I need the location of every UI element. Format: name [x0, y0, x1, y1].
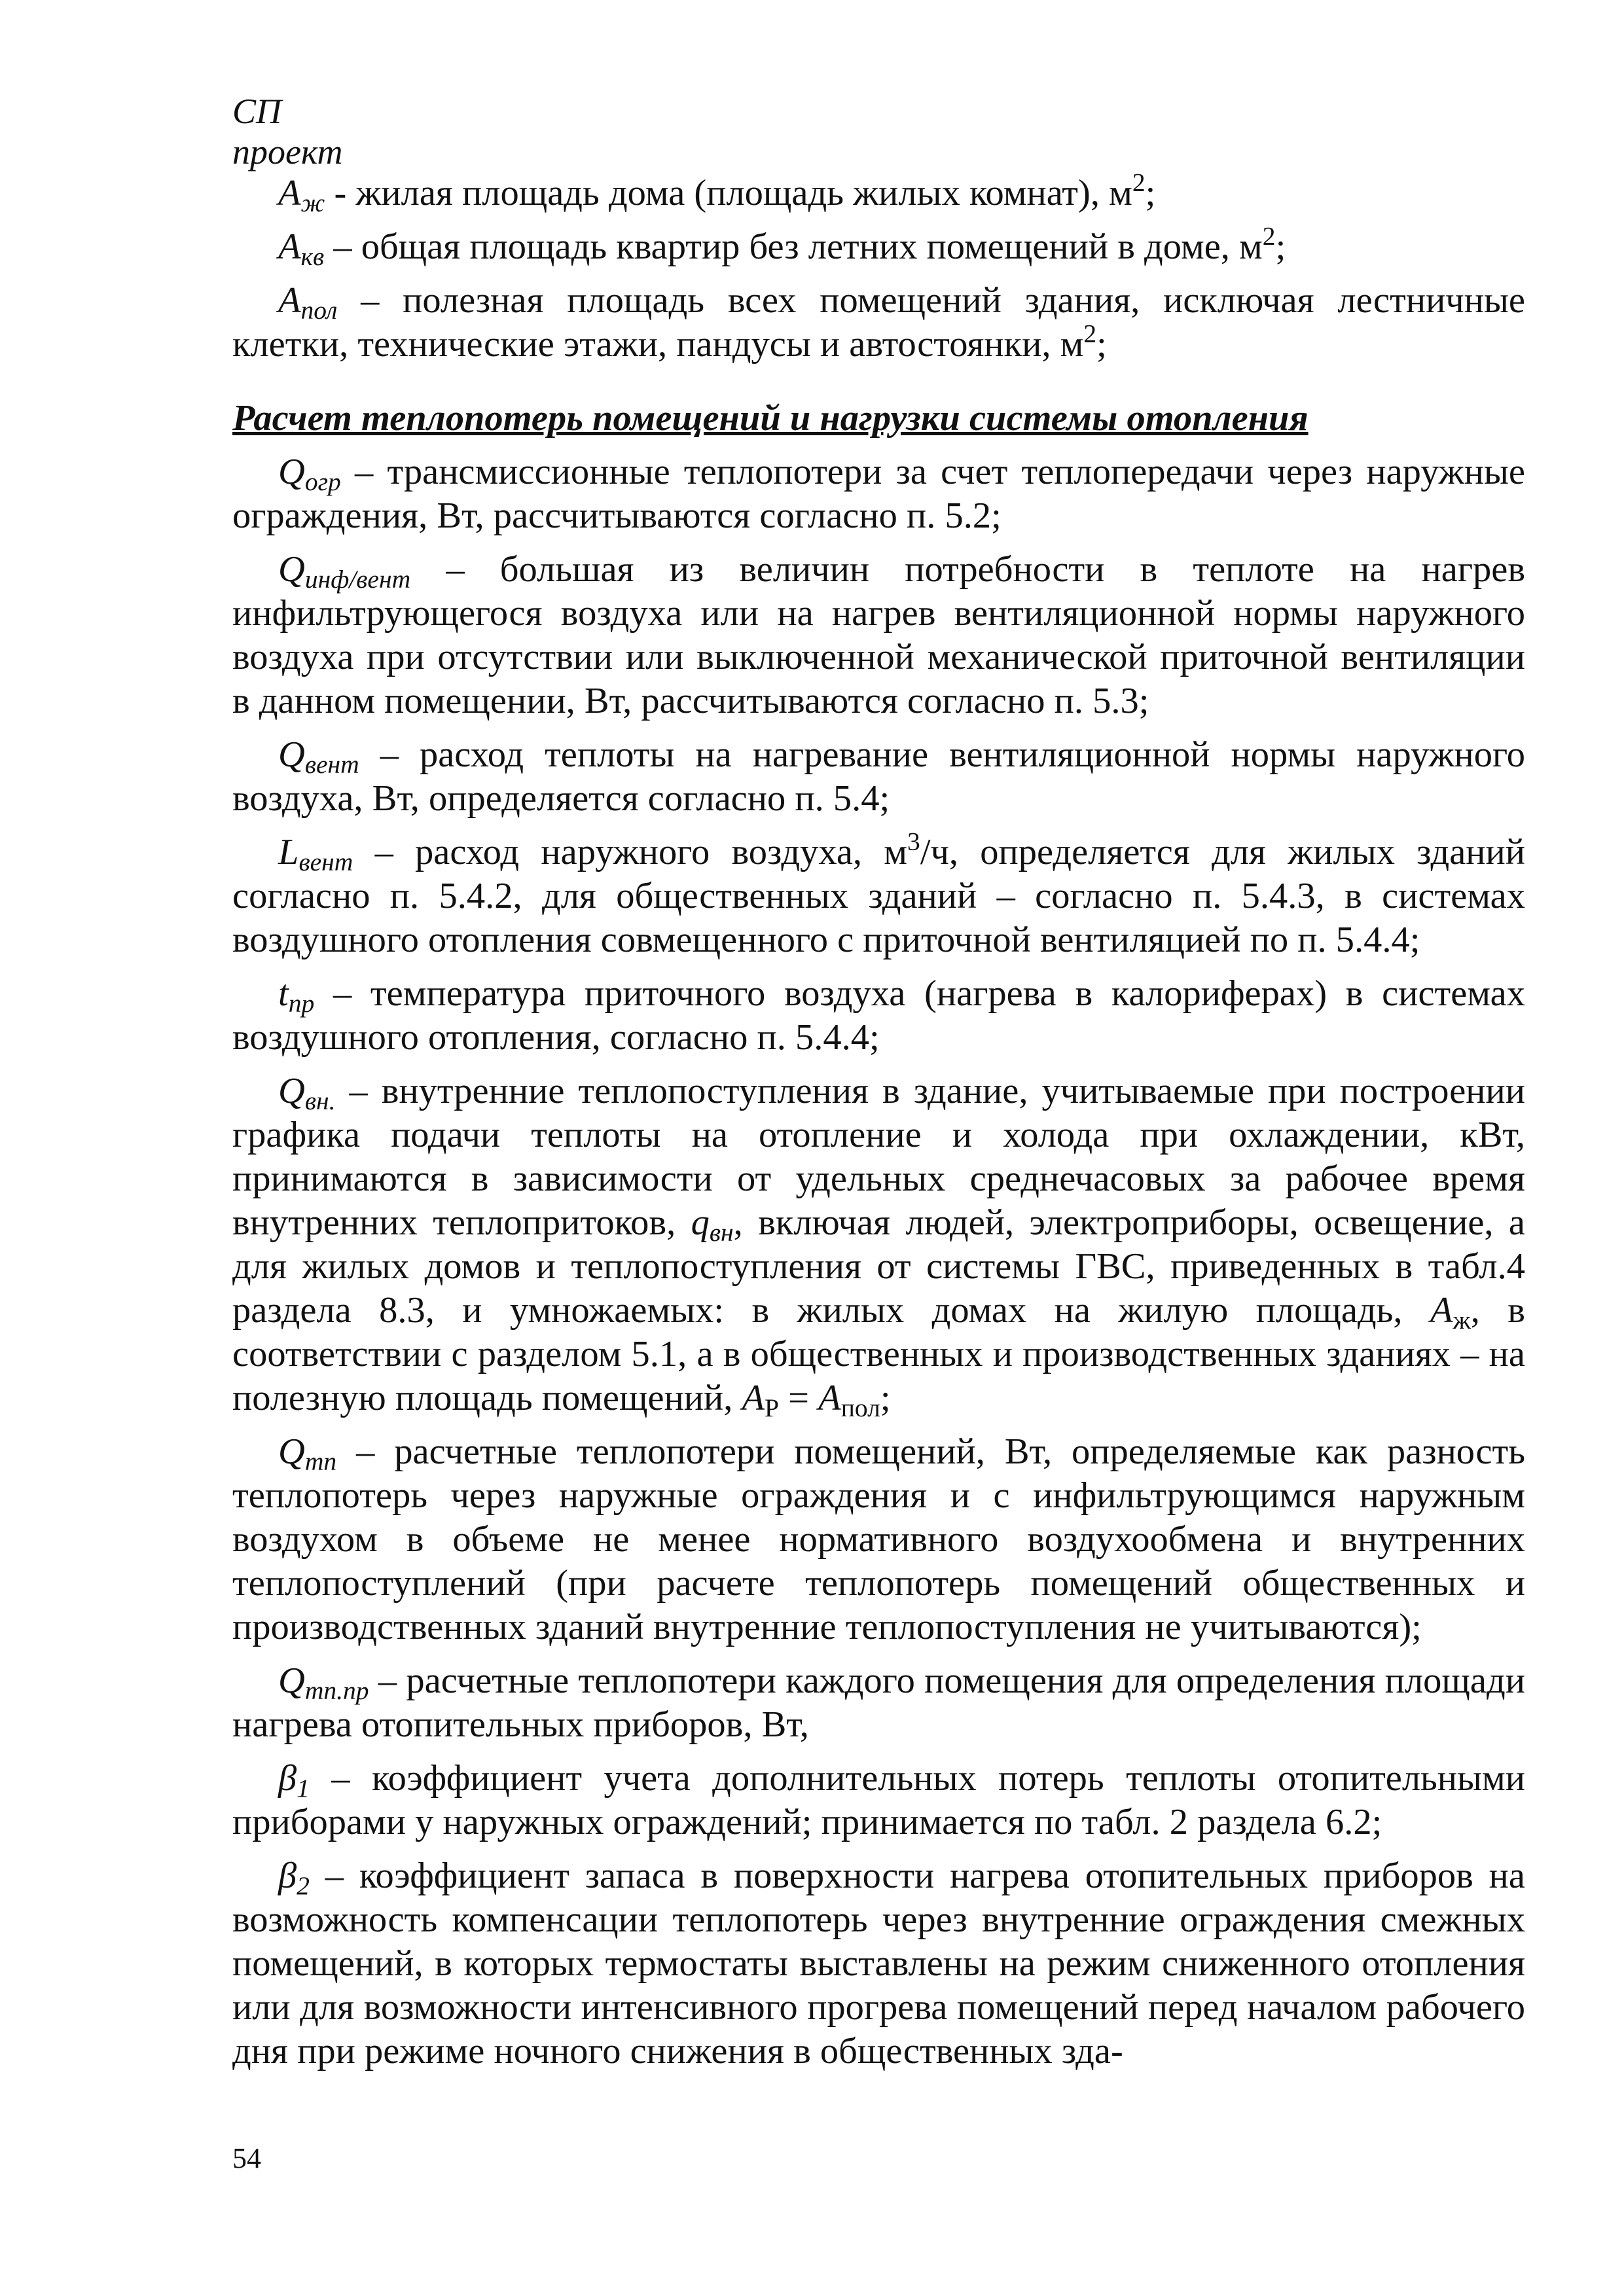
section-heading: Расчет теплопотерь помещений и нагрузки системы отопления — [232, 398, 1308, 439]
item-q-inf-vent: $Q_{инф/вент}$ – большая из величин потребности в теплоте на нагрев инфильтрующегося воздуха или на нагрев вентиляционной нормы наружного воздуха при отсутствии или выключенной механической приточной вентиляции в данном помещении, Вт, рассчитываются согласно п. 5.3; — [232, 549, 1525, 721]
header-status: проект — [232, 132, 343, 171]
item-l-vent: $L_{вент}$ – расход наружного воздуха, $м^3/ч$, определяется для жилых зданий согласно п. 5.4.2, для общественных зданий – согласно п. 5.4.3, в системах воздушного отопления совмещенного с приточной вентиляцией по п. 5.4.4; — [232, 827, 1525, 960]
item-q-vn: $Q_{вн.}$ – внутренние теплопоступления в здание, учитываемые при построении графика подачи теплоты на отопление и холода при охлаждении, кВт, принимаются в зависимости от удельных среднечасовых за рабочее время внутренних теплопритоков, $q_{вн}$, включая людей, электроприборы, освещение, а для жилых домов и теплопоступления от системы ГВС, приведенных в табл.4 раздела 8.3, и умножаемых: в жилых домах на жилую площадь, $A_ж$, в соответствии с разделом 5.1, а в общественных и производственных зданиях – на полезную площадь помещений, $A_Р = A_{пол}$; — [232, 1071, 1525, 1422]
item-beta-1: $\beta_1$ – коэффициент учета дополнительных потерь теплоты отопительными приборами у наружных ограждений; принимается по табл. 2 раздела 6.2; — [232, 1758, 1525, 1842]
page-content — [232, 168, 1525, 2083]
item-t-pr: $t_{пр}$ – температура приточного воздуха (нагрева в калориферах) в системах воздушного отопления, согласно п. 5.4.4; — [232, 973, 1525, 1058]
item-q-tp-pr: $Q_{тп.пр}$ – расчетные теплопотери каждого помещения для определения площади нагрева отопительных приборов, Вт, — [232, 1660, 1525, 1745]
definition-living-area: $A_ж$ - жилая площадь дома (площадь жилых комнат), $м^2$; — [278, 168, 1156, 217]
item-q-vent: $Q_{вент}$ – расход теплоты на нагревание вентиляционной нормы наружного воздуха, Вт, определяется согласно п. 5.4; — [232, 734, 1525, 819]
item-q-ogr: $Q_{огр}$ – трансмиссионные теплопотери за счет теплопередачи через наружные ограждения, Вт, рассчитываются согласно п. 5.2; — [232, 452, 1525, 536]
definition-useful-area: $A_{пол}$ – полезная площадь всех помещений здания, исключая лестничные клетки, технические этажи, пандусы и автостоянки, $м^2$; — [232, 280, 1525, 365]
definition-apartment-area: $A_{кв}$ – общая площадь квартир без летних помещений в доме, $м^2$; — [278, 221, 1286, 271]
item-beta-2: $\beta_2$ – коэффициент запаса в поверхности нагрева отопительных приборов на возможность компенсации теплопотерь через внутренние ограждения смежных помещений, в которых термостаты выставлены на режим сниженного отопления или для возможности интенсивного прогрева помещений перед началом рабочего дня при режиме ночного снижения в общественных зда- — [232, 1856, 1525, 2072]
page-number: 54 — [232, 2142, 261, 2174]
item-q-tp: $Q_{тп}$ – расчетные теплопотери помещений, Вт, определяемые как разность теплопотерь через наружные ограждения и с инфильтрующимся наружным воздухом в объеме не менее нормативного воздухообмена и внутренних теплопоступлений (при расчете теплопотерь помещений общественных и производственных зданий внутренние теплопоступления не учитываются); — [232, 1431, 1525, 1647]
header-code: СП — [232, 92, 282, 131]
